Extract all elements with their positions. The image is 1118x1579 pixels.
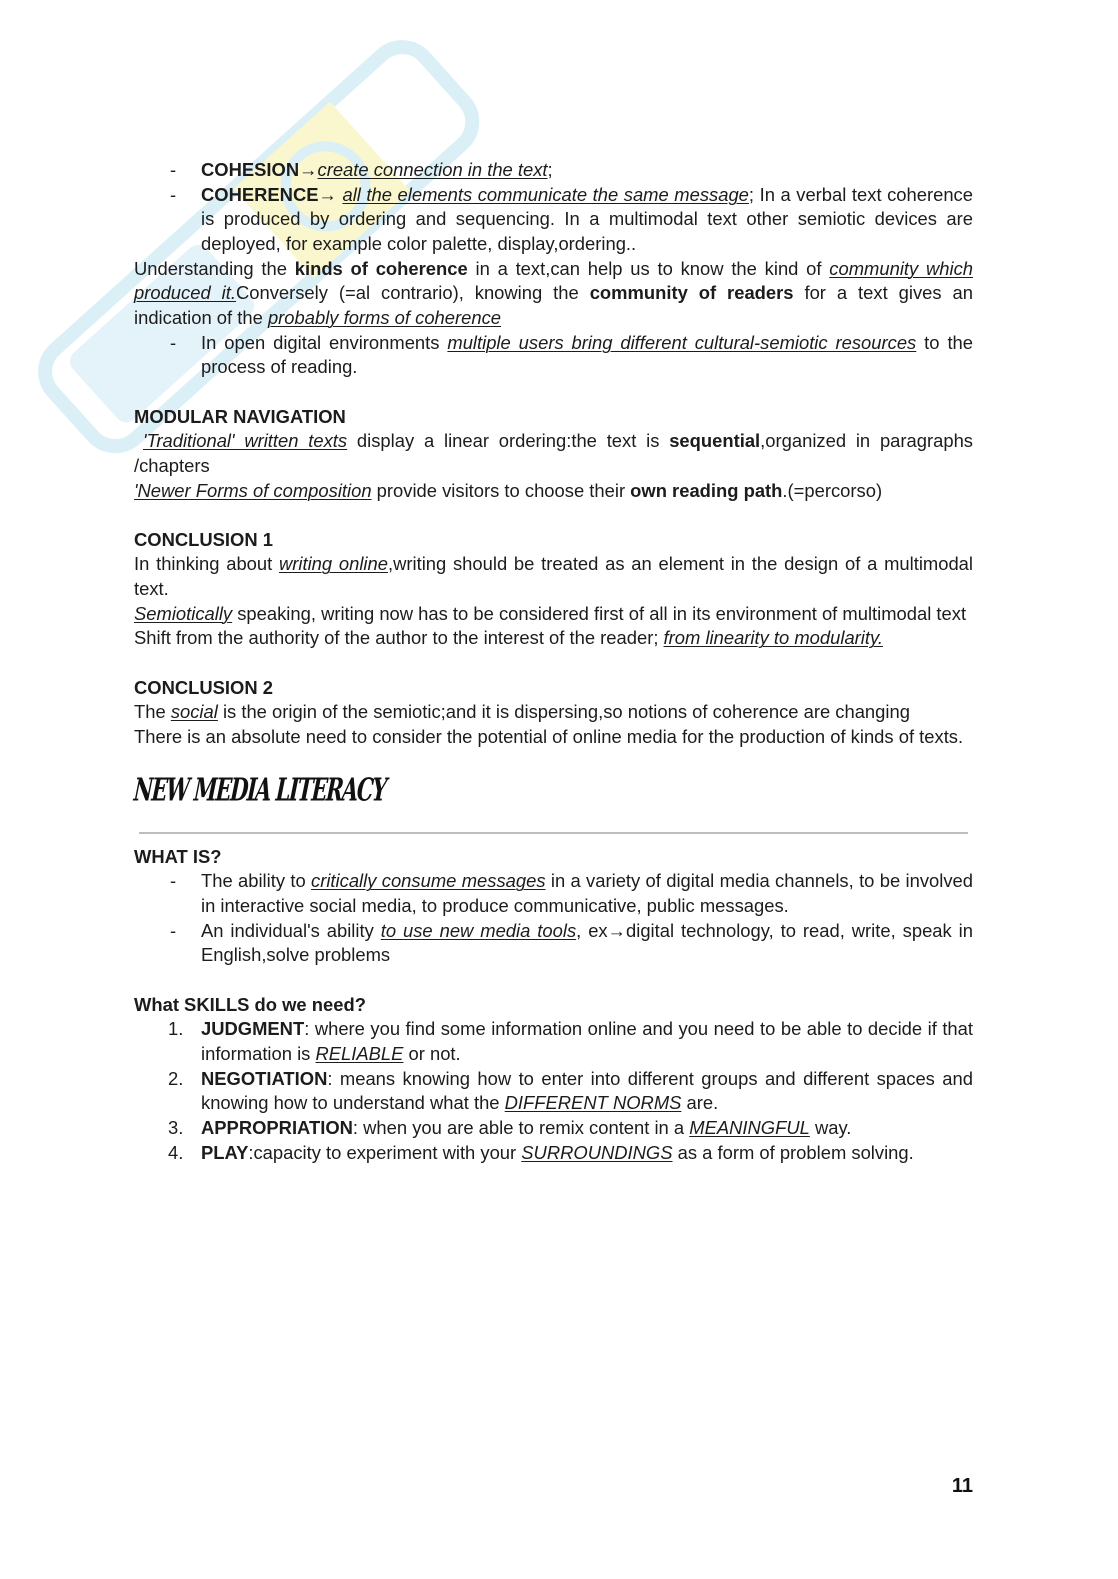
page-title: NEW MEDIA LITERACY [132,770,388,808]
list-item-text [201,158,973,183]
conclusion2-paragraph-1 [134,700,973,725]
text-run: way. [809,1116,852,1138]
emphasis-text: create connection in the text [317,159,548,180]
list-number: 4. [168,1141,184,1163]
list-bullet: - [170,331,177,353]
text-run: ; [547,159,553,180]
section-heading-conclusion-2: CONCLUSION 2 [134,676,273,698]
list-item-text [201,183,973,257]
bold-term: NEGOTIATION [201,1067,328,1089]
text-run: , ex→digital technology, to read, write, speak in English,solve problems [201,919,973,966]
text-run: speaking, writing now has to be considered first of all in its environment of multimodal text [232,602,967,624]
list-item-text [201,1141,973,1166]
horizontal-divider [139,832,968,834]
emphasis-text: probably forms of coherence [267,306,502,328]
numbered-list-item-negotiation [134,1067,973,1116]
list-item [134,919,973,968]
list-item-text [201,1017,973,1066]
term-cohesion: COHESION [201,159,300,180]
text-run: Shift from the authority of the author to the interest of the reader; [134,627,664,649]
bold-term: kinds of coherence [294,257,468,279]
emphasis-text: 'Traditional' written texts [143,430,348,452]
list-bullet: - [170,870,177,892]
text-run: in a variety of digital media channels, to be involved in interactive social media, to produce communicative, public messages. [201,870,973,917]
bold-term: PLAY [201,1141,249,1163]
conclusion1-paragraph-2 [134,602,973,627]
text-run: to the process of reading. [201,331,974,378]
conclusion2-paragraph-2: There is an absolute need to consider the potential of online media for the production of kinds of texts. [134,726,964,748]
list-bullet: - [170,159,177,180]
term-coherence: COHERENCE→ [201,183,337,205]
emphasis-text: Semiotically [134,602,233,624]
text-run: : means knowing how to enter into different groups and different spaces and knowing how to understand what the [201,1067,973,1114]
emphasis-text: SURROUNDINGS [521,1141,673,1163]
bold-term: APPROPRIATION [201,1116,353,1138]
text-run: are. [681,1092,719,1114]
list-item-text [201,869,973,918]
section-heading-what-is: WHAT IS? [134,845,222,867]
emphasis-text: all the elements communicate the same message [342,183,749,205]
text-run: .(=percorso) [782,479,883,501]
list-bullet: - [170,919,177,941]
emphasis-text: writing online [279,553,388,575]
list-item-cohesion [134,158,973,183]
emphasis-text: community which produced it. [134,257,974,304]
text-run: : where you find some information online and you need to be able to decide if that information is [201,1018,973,1064]
section-heading-modular-navigation: MODULAR NAVIGATION [134,405,346,427]
text-run: An individual's ability [201,919,381,941]
text-run: In open digital environments [201,331,448,353]
section-heading-conclusion-1: CONCLUSION 1 [134,528,273,550]
text-run: is the origin of the semiotic;and it is dispersing,so notions of coherence are changing [217,701,910,723]
arrow-glyph: → [299,159,318,180]
text-run: ,writing should be treated as an element in the design of a multimodal text. [134,553,973,600]
text-run: Conversely (=al contrario), knowing the [235,282,590,304]
emphasis-text: DIFFERENT NORMS [504,1092,682,1114]
conclusion1-paragraph-1 [134,552,973,601]
numbered-list-item-judgment [134,1017,973,1066]
conclusion1-paragraph-3 [134,626,973,651]
modular-paragraph-traditional [134,429,973,478]
list-item-coherence [134,183,973,257]
coherence-paragraph [134,257,973,331]
numbered-list-item-appropriation [134,1116,973,1141]
text-run: Understanding the [134,257,295,279]
emphasis-text: 'Newer Forms of composition [134,479,372,501]
numbered-list-item-play [134,1141,973,1166]
bold-term: own reading path [630,479,783,501]
emphasis-text: from linearity to modularity. [663,627,883,649]
list-item-text [201,331,973,380]
list-item-digital [134,331,973,380]
list-item-text [201,1116,973,1141]
bold-term: community of readers [589,282,794,304]
list-item-text [201,919,973,968]
page-title-wrap [134,768,973,812]
list-number: 3. [168,1116,184,1138]
text-run: for a text gives an indication of the [134,282,973,328]
text-run: : when you are able to remix content in a [352,1116,690,1138]
text-run: In thinking about [134,553,279,575]
text-run: ,organized in paragraphs /chapters [134,430,973,476]
emphasis-text: multiple users bring different cultural-semiotic resources [447,331,917,353]
list-item-text [201,1067,973,1116]
list-number: 2. [168,1067,184,1089]
text-run: as a form of problem solving. [672,1141,914,1163]
section-heading-skills: What SKILLS do we need? [134,993,366,1015]
list-number: 1. [168,1018,184,1040]
text-run: in a text,can help us to know the kind of [467,257,830,279]
document-page [134,158,973,1165]
text-run: The [134,701,171,723]
page-number: 11 [951,1475,973,1497]
bold-term: JUDGMENT [201,1018,305,1040]
text-run: :capacity to experiment with your [248,1141,522,1163]
emphasis-text: social [170,701,218,723]
emphasis-text: MEANINGFUL [689,1116,810,1138]
text-run: display a linear ordering:the text is [347,430,670,452]
list-item [134,869,973,918]
text-run: The ability to [201,870,312,892]
text-run: or not. [403,1042,461,1064]
emphasis-text: to use new media tools [380,919,577,941]
text-run: ; In a verbal text coherence is produced by ordering and sequencing. In a multimodal text other semiotic devices are deployed, for example color palette, display,ordering.. [201,183,973,254]
emphasis-text: critically consume messages [311,870,546,892]
text-run: provide visitors to choose their [371,479,631,501]
emphasis-text: RELIABLE [315,1042,404,1064]
modular-paragraph-newer [134,479,973,504]
bold-term: sequential [669,430,761,452]
list-bullet: - [170,183,177,205]
